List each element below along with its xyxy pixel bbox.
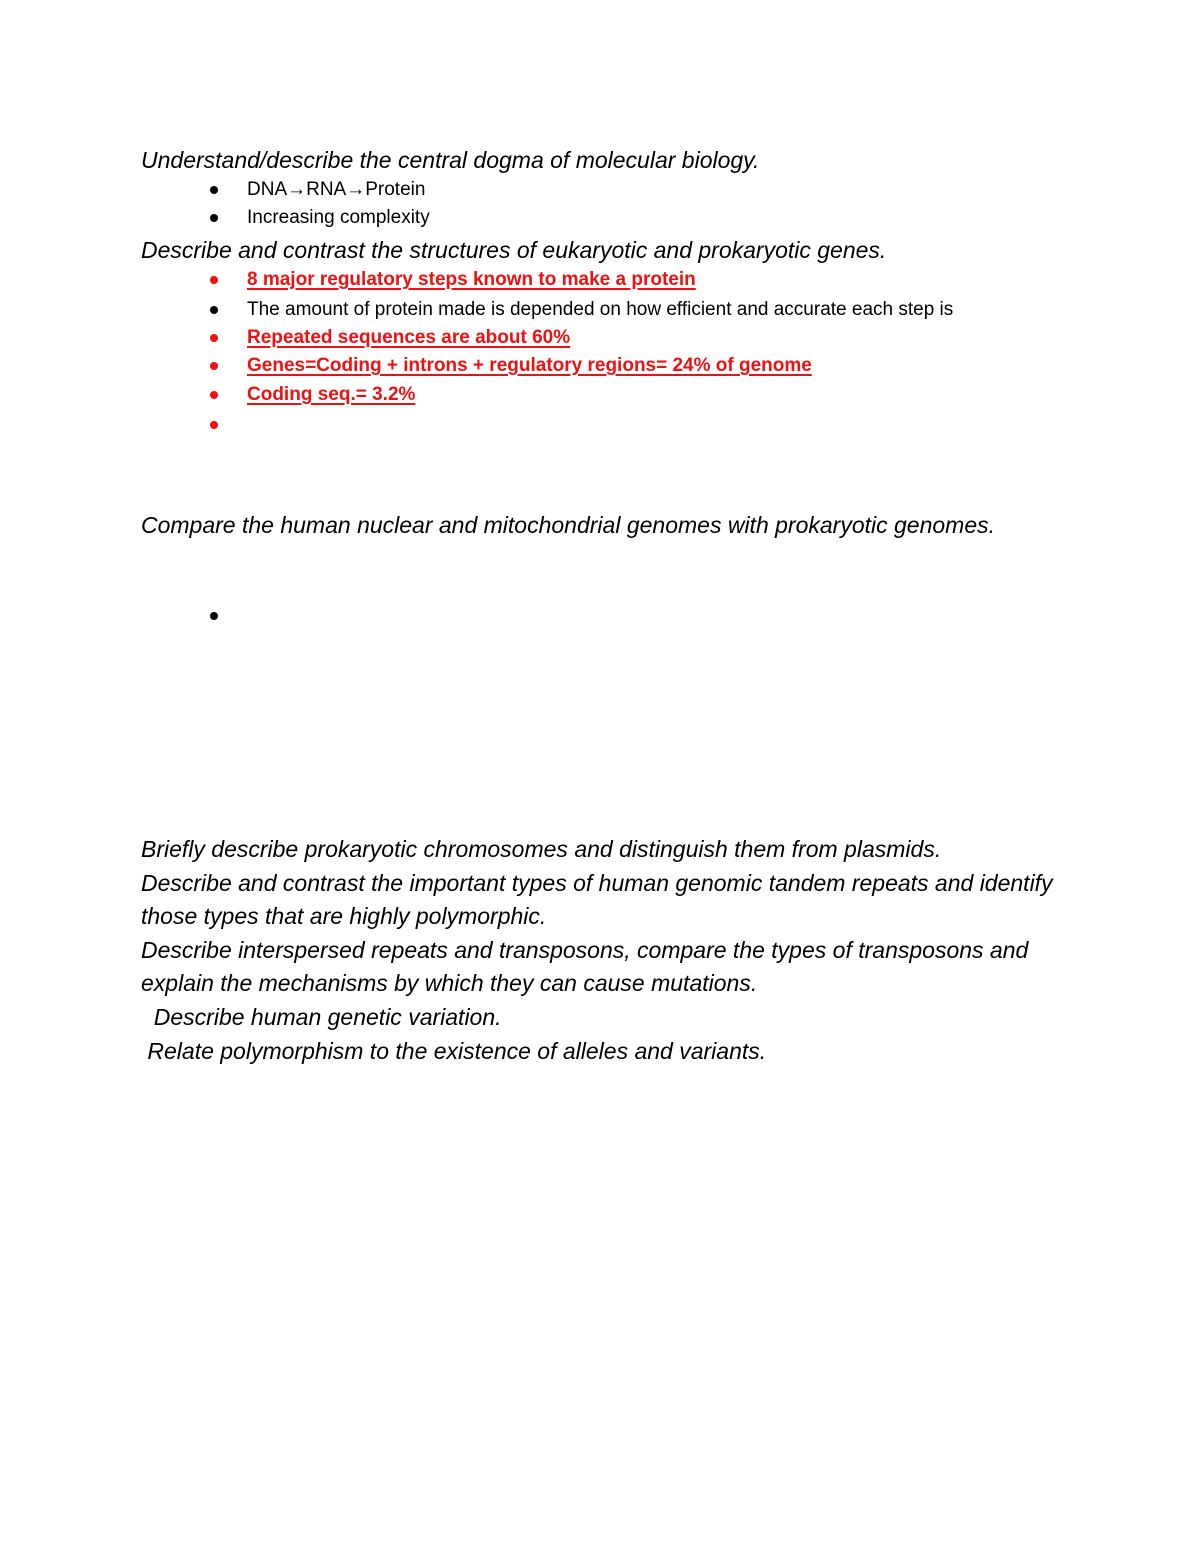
bullet-text: Increasing complexity: [247, 207, 430, 228]
bullet-icon: [210, 186, 218, 194]
objective-heading-tandem-repeats: Describe and contrast the important types of human genomic tandem repeats and identify those types that are highly polymorphic.: [141, 870, 1053, 929]
bullet-text: Repeated sequences are about 60%: [247, 327, 571, 348]
objective-heading-central-dogma: Understand/describe the central dogma of molecular biology.: [141, 147, 760, 173]
bullet-icon: [210, 612, 218, 620]
objective-heading-genome-comparison: Compare the human nuclear and mitochondrial genomes with prokaryotic genomes.: [141, 512, 996, 538]
objective-heading-polymorphism: Relate polymorphism to the existence of alleles and variants.: [141, 1038, 767, 1064]
bullet-icon: [210, 334, 218, 342]
bullet-icon: [210, 214, 218, 222]
bullet-icon: [210, 391, 218, 399]
bullet-text: 8 major regulatory steps known to make a protein: [247, 269, 696, 290]
bullet-text: Genes=Coding + introns + regulatory regions= 24% of genome: [247, 355, 812, 376]
bullet-icon: [210, 306, 218, 314]
bullet-text: Coding seq.= 3.2%: [247, 384, 416, 405]
objective-heading-transposons: Describe interspersed repeats and transposons, compare the types of transposons and explain the mechanisms by which they can cause mutations.: [141, 937, 1029, 996]
bullet-icon: [210, 362, 218, 370]
bullet-icon: [210, 276, 218, 284]
bullet-text: The amount of protein made is depended on how efficient and accurate each step is: [247, 299, 954, 320]
objective-heading-genetic-variation: Describe human genetic variation.: [141, 1004, 502, 1030]
objective-heading-gene-structures: Describe and contrast the structures of eukaryotic and prokaryotic genes.: [141, 237, 887, 263]
objective-heading-prokaryotic-chromosomes: Briefly describe prokaryotic chromosomes and distinguish them from plasmids.: [141, 836, 942, 862]
bullet-icon: [210, 421, 218, 429]
bullet-text: DNA→RNA→Protein: [247, 179, 426, 200]
